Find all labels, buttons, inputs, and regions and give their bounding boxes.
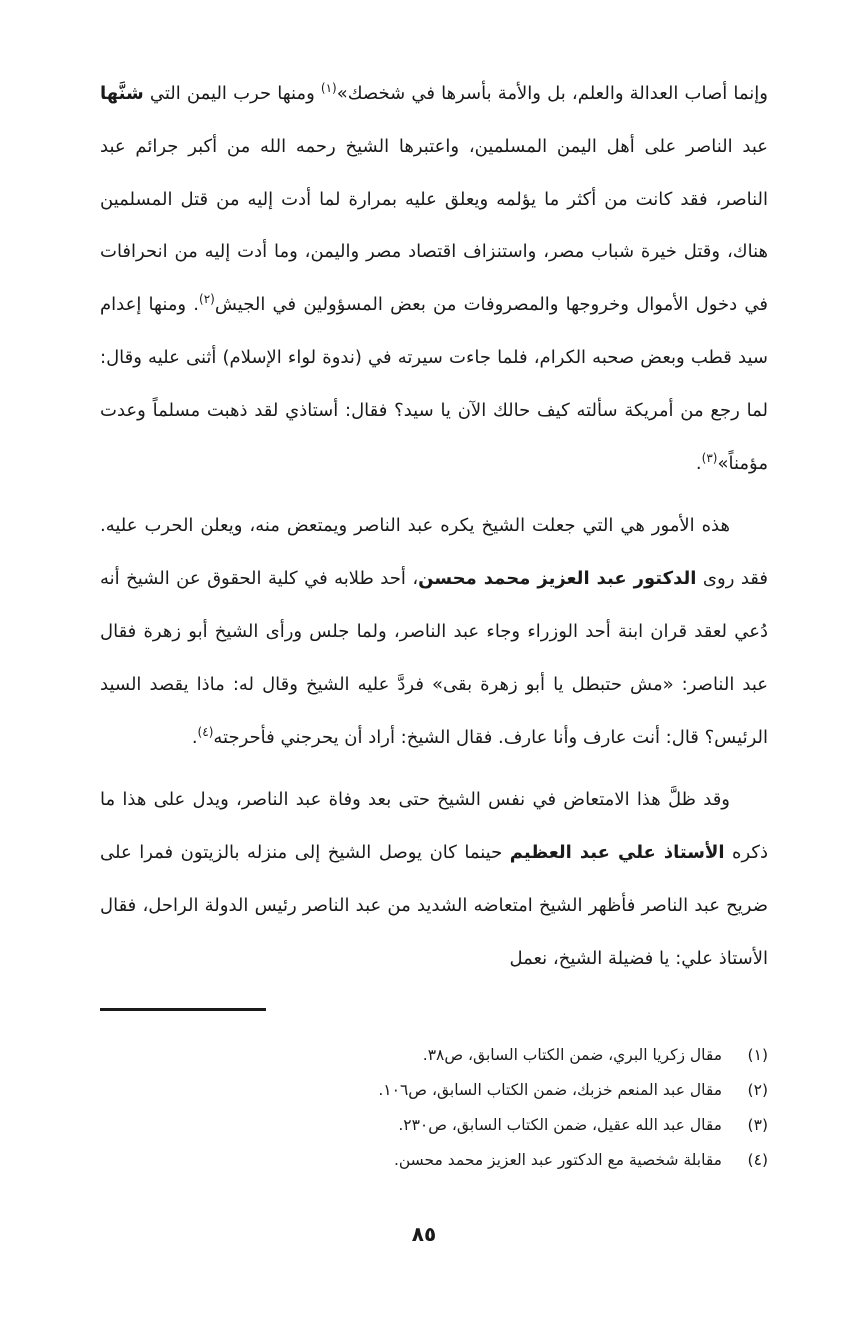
footnote-text: مقال زكريا البري، ضمن الكتاب السابق، ص٣٨. xyxy=(422,1046,722,1064)
footnote-separator xyxy=(100,1008,266,1011)
footnote-marker: (٤) xyxy=(197,724,214,739)
footnote-marker: (٢) xyxy=(199,292,215,307)
footnote-text: مقابلة شخصية مع الدكتور عبد العزيز محمد محسن. xyxy=(393,1151,722,1169)
body-text xyxy=(100,68,768,986)
bold-text-segment: شنَّها xyxy=(100,83,144,104)
text-segment: عبد الناصر على أهل اليمن المسلمين، واعتبرها الشيخ رحمه الله من أكبر جرائم عبد الناصر، فقد كانت من أكثر ما يؤلمه ويعلق عليه بمرارة لما أدت إليه من قتل المسلمين هناك، وقتل خيرة شباب مصر، واستنزاف اقتصاد مصر واليمن، وما أدت إليه من انحرافات في دخول الأموال وخروجها والمصروفات من بعض المسؤولين في الجيش xyxy=(100,135,769,316)
footnote-text: مقال عبد المنعم خزبك، ضمن الكتاب السابق، ص١٠٦. xyxy=(378,1081,722,1099)
text-segment: وإنما أصاب العدالة والعلم، بل والأمة بأسرها في شخصك» xyxy=(336,83,769,104)
footnotes xyxy=(100,1038,768,1178)
text-segment: حينما كان يوصل الشيخ إلى منزله بالزيتون فمرا على ضريح عبد الناصر فأظهر الشيخ امتعاضه الشديد من عبد الناصر رئيس الدولة الراحل، فقال الأستاذ علي: يا فضيلة الشيخ، نعمل xyxy=(100,842,768,969)
text-segment: ، أحد طلابه في كلية الحقوق عن الشيخ أنه دُعي لعقد قران ابنة أحد الوزراء وجاء عبد الناصر، ولما جلس ورأى الشيخ أبو زهرة فقال عبد الناصر: «مش حتبطل يا أبو زهرة بقى» فردَّ عليه الشيخ وقال له: ماذا يقصد السيد الرئيس؟ قال: أنت عارف وأنا عارف. فقال الشيخ: أراد أن يحرجني فأحرجته xyxy=(100,568,768,748)
bold-text-segment: الدكتور عبد العزيز محمد محسن xyxy=(418,568,697,590)
text-segment: هذه الأمور هي التي جعلت الشيخ يكره عبد الناصر ويمتعض منه، ويعلن الحرب عليه. فقد روى xyxy=(100,515,768,590)
footnote-marker: (٣) xyxy=(701,450,718,465)
footnote-item xyxy=(100,1073,768,1108)
footnote-item xyxy=(100,1108,768,1143)
bold-text-segment: الأستاذ علي عبد العظيم xyxy=(509,842,725,864)
footnote-item xyxy=(100,1143,768,1178)
footnote-number: (٣) xyxy=(747,1116,768,1134)
footnote-number: (١) xyxy=(747,1046,768,1064)
paragraph xyxy=(100,774,768,985)
footnote-number: (٢) xyxy=(747,1081,768,1099)
paragraph xyxy=(100,68,768,490)
footnote-number: (٤) xyxy=(747,1151,768,1169)
footnote-text: مقال عبد الله عقيل، ضمن الكتاب السابق، ص٢٣٠. xyxy=(398,1116,722,1134)
text-segment: . ومنها إعدام سيد قطب وبعض صحبه الكرام، فلما جاءت سيرته في (ندوة لواء الإسلام) أثنى عليه وقال: لما رجع من أمريكة سألته كيف حالك الآن يا سيد؟ فقال: أستاذي لقد ذهبت مسلماً وعدت مؤمناً» xyxy=(100,294,768,474)
page-number: ٨٥ xyxy=(411,1222,437,1246)
footnote-marker: (١) xyxy=(320,81,337,95)
footnote-item xyxy=(100,1038,768,1073)
text-segment: . xyxy=(191,726,198,748)
text-segment: . xyxy=(695,452,702,474)
text-segment: ومنها حرب اليمن التي xyxy=(143,83,321,104)
text-segment: وقد ظلَّ هذا الامتعاض في نفس الشيخ حتى بعد وفاة عبد الناصر، ويدل على هذا ما ذكره xyxy=(100,789,768,864)
paragraph xyxy=(100,500,768,764)
